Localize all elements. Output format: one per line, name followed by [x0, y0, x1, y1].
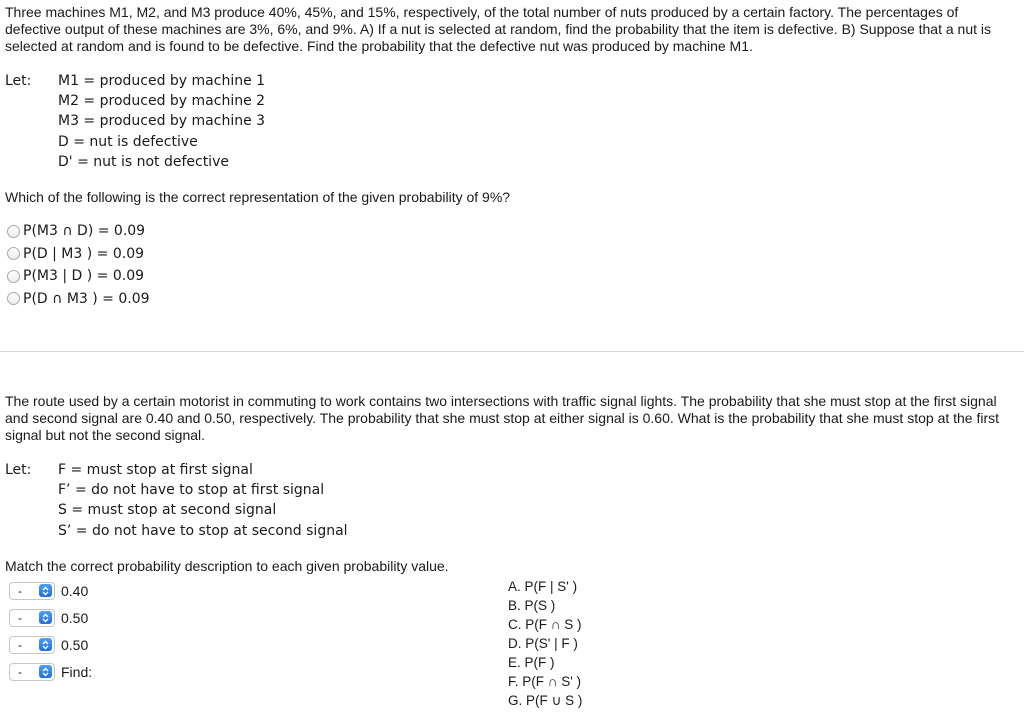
problem1-options — [7, 220, 150, 310]
option-label: P(M3 ∩ D) = 0.09 — [23, 223, 146, 240]
match-select-3[interactable] — [9, 636, 55, 654]
option-2[interactable] — [7, 243, 150, 266]
option-label: P(D ∩ M3 ) = 0.09 — [23, 290, 150, 307]
definition-m3: M3 = produced by machine 3 — [58, 113, 266, 130]
section-divider — [0, 351, 1024, 352]
option-label: P(M3 | D ) = 0.09 — [23, 268, 145, 285]
definition-f-prime: F’ = do not have to stop at first signal — [58, 482, 325, 499]
definition-m1: M1 = produced by machine 1 — [58, 73, 266, 89]
match-row-1 — [9, 577, 92, 604]
answer-c: C. P(F ∩ S ) — [508, 617, 582, 632]
select-updown-icon — [39, 665, 52, 678]
match-select-4[interactable] — [9, 663, 55, 681]
problem1-let-label: Let: — [5, 73, 32, 89]
radio-button[interactable] — [7, 270, 20, 283]
match-value-3: 0.50 — [61, 636, 89, 653]
answer-d: D. P(S' | F ) — [508, 636, 578, 651]
definition-d-prime: D' = nut is not defective — [58, 153, 229, 170]
option-3[interactable] — [7, 265, 150, 288]
radio-button[interactable] — [7, 292, 20, 305]
select-value: - — [18, 583, 22, 598]
match-select-2[interactable] — [9, 609, 55, 627]
match-row-3 — [9, 631, 92, 658]
definition-s: S = must stop at second signal — [58, 502, 277, 519]
option-4[interactable] — [7, 288, 150, 311]
radio-button[interactable] — [7, 247, 20, 260]
match-rows — [9, 577, 92, 685]
answer-g: G. P(F ∪ S ) — [508, 693, 583, 708]
match-value-4: Find: — [61, 663, 93, 680]
problem2-definitions — [58, 460, 348, 541]
definition-s-prime: S’ = do not have to stop at second signal — [58, 522, 348, 539]
problem1-statement: Three machines M1, M2, and M3 produce 40%, 45%, and 15%, respectively, of the total number of nuts produced by a certain factory. The percentages of defective output of these machines are 3%, 6%, and 9%. A) If a nut is selected at random, find the probability that the item is defective. B) Suppose that a nut is selected at random and is found to be defective. Find the probability that the defective nut was produced by machine M1. — [5, 4, 992, 54]
option-label: P(D | M3 ) = 0.09 — [23, 245, 145, 262]
problem2-question: Match the correct probability description to each given probability value. — [5, 558, 449, 574]
answer-a: A. P(F | S' ) — [508, 579, 578, 594]
match-select-1[interactable] — [9, 582, 55, 600]
select-value: - — [18, 610, 22, 625]
match-row-2 — [9, 604, 92, 631]
select-updown-icon — [39, 611, 52, 624]
definition-m2: M2 = produced by machine 2 — [58, 93, 266, 110]
problem2-statement: The route used by a certain motorist in commuting to work contains two intersections with traffic signal lights. The probability that she must stop at the first signal and second signal are 0.40 and 0.50, respectively. The probability that she must stop at either signal is 0.60. What is the probability that she must stop at the first signal but not the second signal. — [5, 393, 1000, 443]
match-row-4 — [9, 658, 92, 685]
select-value: - — [18, 664, 22, 679]
answer-e: E. P(F ) — [508, 655, 555, 670]
definition-f: F = must stop at first signal — [58, 462, 253, 478]
problem1-question: Which of the following is the correct representation of the given probability of 9%? — [5, 189, 511, 205]
select-updown-icon — [39, 584, 52, 597]
match-value-2: 0.50 — [61, 609, 89, 626]
problem1-definitions — [58, 71, 265, 172]
match-value-1: 0.40 — [61, 582, 89, 599]
option-1[interactable] — [7, 220, 150, 243]
answer-choices — [508, 577, 582, 710]
radio-button[interactable] — [7, 225, 20, 238]
answer-b: B. P(S ) — [508, 598, 556, 613]
select-updown-icon — [39, 638, 52, 651]
select-value: - — [18, 637, 22, 652]
problem2-let-label: Let: — [5, 462, 32, 478]
definition-d: D = nut is defective — [58, 133, 198, 150]
answer-f: F. P(F ∩ S' ) — [508, 674, 582, 689]
